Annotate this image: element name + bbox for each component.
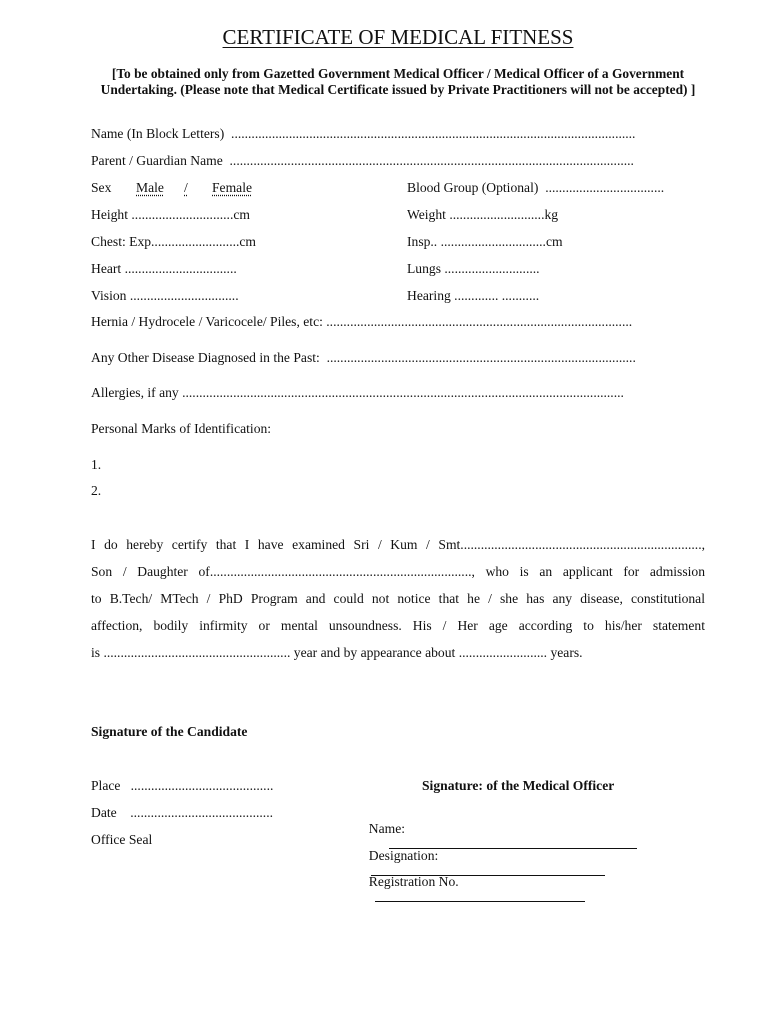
certification-line-4: affection, bodily infirmity or mental unsoundness. His / Her age according to his/her statement xyxy=(91,618,705,633)
registration-label: Registration No. xyxy=(368,874,459,889)
instruction-note xyxy=(84,66,712,98)
officer-name-label: Name: xyxy=(368,821,406,836)
identification-marks-label: Personal Marks of Identification: xyxy=(91,421,272,436)
identification-mark-1: 1. xyxy=(91,457,102,472)
parent-guardian-field: Parent / Guardian Name ....................................................................................................................... xyxy=(91,153,634,168)
name-field: Name (In Block Letters) ....................................................................................................................... xyxy=(91,126,636,141)
sex-option-male: Male xyxy=(136,180,164,195)
certification-line-5: is ....................................................... year and by appearance about .......................... years. xyxy=(91,645,583,660)
vision-field: Vision ................................ xyxy=(91,288,239,303)
chest-inspiration-field: Insp.. ...............................cm xyxy=(407,234,563,249)
medical-officer-signature-label: Signature: of the Medical Officer xyxy=(422,778,615,793)
candidate-signature-label: Signature of the Candidate xyxy=(91,724,248,739)
other-disease-field: Any Other Disease Diagnosed in the Past: ........................................................................................... xyxy=(91,350,636,365)
sex-separator: / xyxy=(184,180,188,195)
sex-option-female: Female xyxy=(212,180,253,195)
instruction-note-line-1: [To be obtained only from Gazetted Government Medical Officer / Medical Officer of a Government xyxy=(111,66,685,81)
certification-line-3: to B.Tech/ MTech / PhD Program and could not notice that he / she has any disease, constitutional xyxy=(91,591,705,606)
date-field: Date .......................................... xyxy=(91,805,273,820)
registration-field xyxy=(362,858,585,906)
place-field: Place .......................................... xyxy=(91,778,274,793)
instruction-note-line-2: Undertaking. (Please note that Medical Certificate issued by Private Practitioners will not be accepted) ] xyxy=(100,82,696,97)
heart-field: Heart ................................. xyxy=(91,261,237,276)
hernia-field: Hernia / Hydrocele / Varicocele/ Piles, etc: .......................................................................................... xyxy=(91,314,633,329)
office-seal-label: Office Seal xyxy=(91,832,153,847)
certification-line-2: Son / Daughter of............................................................................., who is an applicant for admission xyxy=(91,564,705,579)
certification-line-1: I do hereby certify that I have examined Sri / Kum / Smt......................................................................., xyxy=(91,537,705,552)
identification-mark-2: 2. xyxy=(91,483,102,498)
hearing-field: Hearing ............. ........... xyxy=(407,288,540,303)
blood-group-field: Blood Group (Optional) ................................... xyxy=(407,180,665,195)
registration-blank-line xyxy=(375,891,585,902)
page-title: CERTIFICATE OF MEDICAL FITNESS xyxy=(222,25,574,49)
height-field: Height ..............................cm xyxy=(91,207,250,222)
designation-label: Designation: xyxy=(368,848,439,863)
sex-label: Sex xyxy=(91,180,112,195)
lungs-field: Lungs ............................ xyxy=(407,261,540,276)
allergies-field: Allergies, if any .................................................................................................................................. xyxy=(91,385,624,400)
chest-expiration-field: Chest: Exp..........................cm xyxy=(91,234,257,249)
weight-field: Weight ............................kg xyxy=(407,207,559,222)
